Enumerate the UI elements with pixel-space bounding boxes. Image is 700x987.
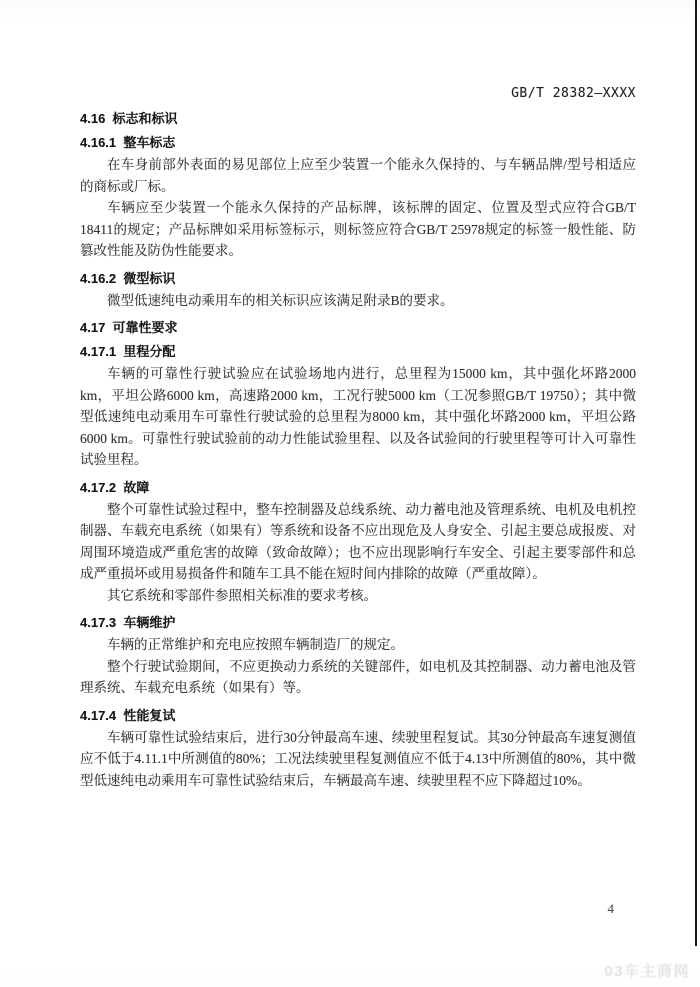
paragraph: 车辆应至少装置一个能永久保持的产品标牌，该标牌的固定、位置及型式应符合GB/T 18411的规定；产品标牌如采用标签标示，则标签应符合GB/T 25978规定的标签一般性能、防篡改性能及防伪性能要求。 (80, 200, 636, 258)
section-heading: 4.16 标志和标识 (80, 111, 178, 126)
page-number: 4 (607, 901, 614, 916)
section-heading: 4.17.3 车辆维护 (80, 615, 176, 630)
paragraph: 车辆的可靠性行驶试验应在试验场地内进行，总里程为15000 km，其中强化坏路2000 km，平坦公路6000 km，高速路2000 km，工况行驶5000 km（工况参照GB/T 19750）；其中微型低速纯电动乘用车可靠性行驶试验的总里程为8000 km，其中强化坏路2000 km，平坦公路6000 km。可靠性行驶试验前的动力性能试验里程、以及各试验间的行驶里程等可计入可靠性试验里程。 (80, 366, 636, 467)
scan-edge-line (695, 0, 697, 946)
paragraph: 车辆可靠性试验结束后，进行30分钟最高车速、续驶里程复试。其30分钟最高车速复测值应不低于4.11.1中所测值的80%；工况法续驶里程复测值应不低于4.13中所测值的80%，其中微型低速纯电动乘用车可靠性试验结束后，车辆最高车速、续驶里程不应下降超过10%。 (80, 729, 636, 788)
paragraph: 在车身前部外表面的易见部位上应至少装置一个能永久保持的、与车辆品牌/型号相适应的商标或厂标。 (80, 157, 636, 194)
document-content (80, 86, 636, 791)
section-heading: 4.16.2 微型标识 (80, 270, 176, 286)
document-sections (80, 111, 636, 791)
paragraph: 微型低速纯电动乘用车的相关标识应该满足附录B的要求。 (107, 292, 454, 308)
paragraph: 整个行驶试验期间，不应更换动力系统的关键部件，如电机及其控制器、动力蓄电池及管理系统、车载充电系统（如果有）等。 (80, 658, 636, 695)
paragraph: 车辆的正常维护和充电应按照车辆制造厂的规定。 (107, 637, 404, 652)
standard-number-header: GB/T 28382—XXXX (511, 86, 636, 101)
watermark: 03车主商网 (604, 963, 690, 980)
section-heading: 4.17.4 性能复试 (80, 707, 176, 723)
section-heading: 4.17.2 故障 (80, 479, 150, 495)
section-heading: 4.17 可靠性要求 (80, 320, 178, 335)
paragraph: 整个可靠性试验过程中，整车控制器及总线系统、动力蓄电池及管理系统、电机及电机控制器、车载充电系统（如果有）等系统和设备不应出现危及人身安全、引起主要总成报废、对周围环境造成严重危害的故障（致命故障）；也不应出现影响行车安全、引起主要零部件和总成严重损坏或用易损备件和随车工具不能在短时间内排除的故障（严重故障）。 (80, 501, 636, 581)
section-heading: 4.16.1 整车标志 (80, 135, 176, 150)
paragraph: 其它系统和零部件参照相关标准的要求考核。 (107, 587, 377, 603)
section-heading: 4.17.1 里程分配 (80, 344, 176, 359)
